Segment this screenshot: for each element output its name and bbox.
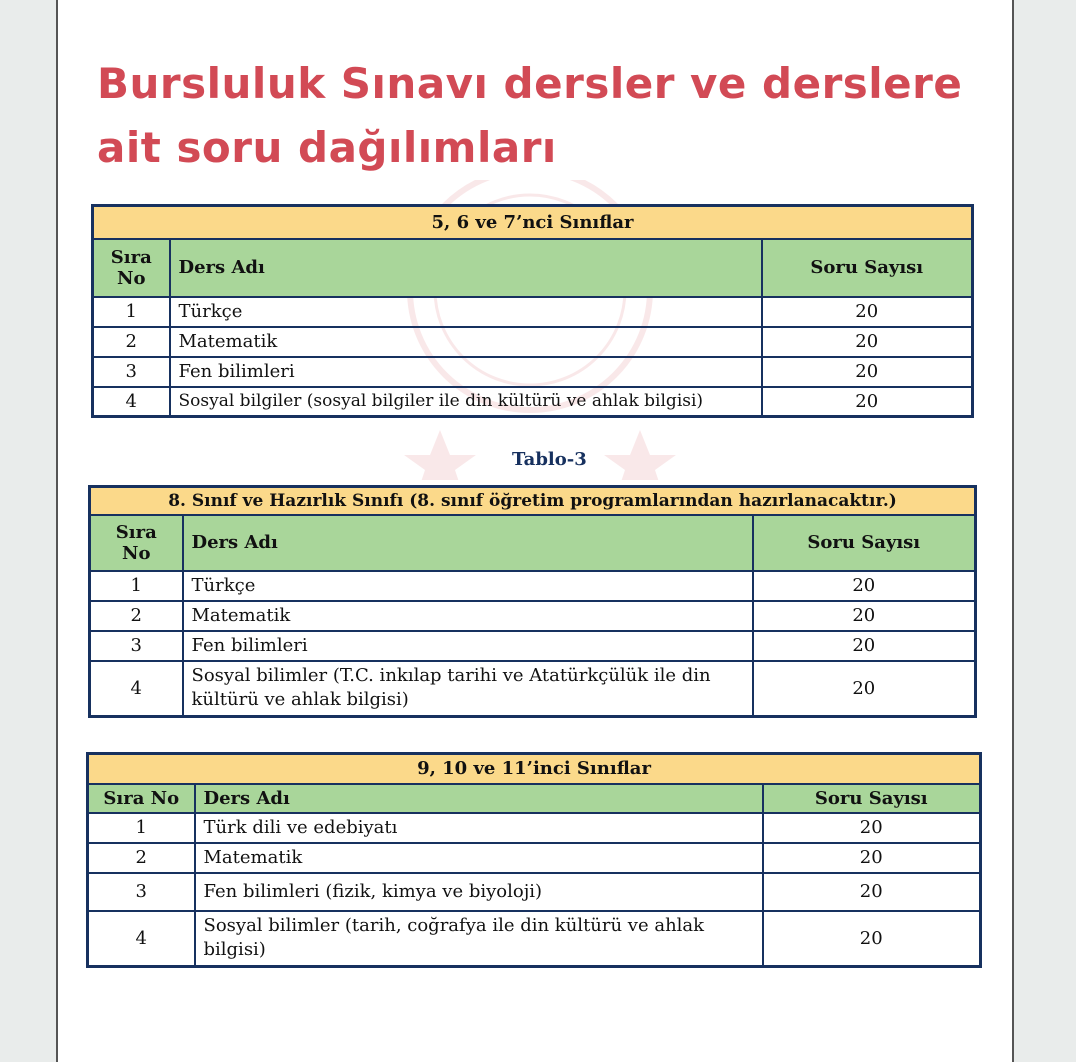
row-no: 2 [88, 843, 195, 873]
row-count: 20 [762, 357, 973, 387]
col-header-name: Ders Adı [195, 784, 763, 813]
row-count: 20 [762, 297, 973, 327]
col-header-count: Soru Sayısı [753, 515, 976, 571]
table-row [90, 631, 976, 661]
row-no: 2 [90, 601, 183, 631]
table-band-label: 8. Sınıf ve Hazırlık Sınıfı (8. sınıf öğretim programlarından hazırlanacaktır.) [90, 487, 976, 515]
row-count: 20 [753, 661, 976, 717]
row-name: Türk dili ve edebiyatı [195, 813, 763, 843]
table-caption: Tablo-3 [512, 449, 587, 470]
table-header-row [93, 239, 973, 297]
table-header-row [88, 784, 981, 813]
row-name: Fen bilimleri [170, 357, 762, 387]
col-header-no: Sıra No [90, 515, 183, 571]
table-band [88, 754, 981, 784]
row-name: Matematik [170, 327, 762, 357]
table-header-row [90, 515, 976, 571]
row-count: 20 [762, 327, 973, 357]
row-count: 20 [763, 873, 981, 911]
row-count: 20 [763, 813, 981, 843]
table-row [90, 601, 976, 631]
table-row [93, 357, 973, 387]
col-header-no: Sıra No [88, 784, 195, 813]
row-name: Sosyal bilimler (T.C. inkılap tarihi ve Atatürkçülük ile din kültürü ve ahlak bilgisi) [183, 661, 753, 717]
table-row [88, 873, 981, 911]
row-no: 1 [88, 813, 195, 843]
row-count: 20 [762, 387, 973, 417]
row-no: 1 [93, 297, 170, 327]
table-grade-8 [88, 485, 977, 718]
table-band [93, 206, 973, 239]
row-no: 1 [90, 571, 183, 601]
table-row [93, 297, 973, 327]
table-band [90, 487, 976, 515]
row-count: 20 [753, 571, 976, 601]
row-name: Fen bilimleri [183, 631, 753, 661]
row-name: Sosyal bilgiler (sosyal bilgiler ile din kültürü ve ahlak bilgisi) [170, 387, 762, 417]
table-row [88, 813, 981, 843]
row-name: Sosyal bilimler (tarih, coğrafya ile din kültürü ve ahlak bilgisi) [195, 911, 763, 967]
row-no: 3 [90, 631, 183, 661]
row-count: 20 [753, 631, 976, 661]
col-header-no: Sıra No [93, 239, 170, 297]
row-no: 3 [93, 357, 170, 387]
row-name: Türkçe [170, 297, 762, 327]
row-no: 4 [93, 387, 170, 417]
row-name: Matematik [195, 843, 763, 873]
col-header-count: Soru Sayısı [763, 784, 981, 813]
table-grades-9-11 [86, 752, 982, 968]
row-count: 20 [763, 843, 981, 873]
table-band-label: 9, 10 ve 11’inci Sınıflar [88, 754, 981, 784]
table-row [88, 843, 981, 873]
row-no: 4 [88, 911, 195, 967]
table-row [90, 571, 976, 601]
row-count: 20 [763, 911, 981, 967]
row-no: 4 [90, 661, 183, 717]
table-grades-5-7 [91, 204, 974, 418]
table-row [93, 327, 973, 357]
table-row [88, 911, 981, 967]
row-name: Türkçe [183, 571, 753, 601]
col-header-name: Ders Adı [183, 515, 753, 571]
col-header-name: Ders Adı [170, 239, 762, 297]
row-no: 2 [93, 327, 170, 357]
page-title: Bursluluk Sınavı dersler ve derslere ait soru dağılımları [97, 59, 963, 172]
col-header-count: Soru Sayısı [762, 239, 973, 297]
row-count: 20 [753, 601, 976, 631]
table-row [93, 387, 973, 417]
row-name: Matematik [183, 601, 753, 631]
table-band-label: 5, 6 ve 7’nci Sınıflar [93, 206, 973, 239]
table-row [90, 661, 976, 717]
row-name: Fen bilimleri (fizik, kimya ve biyoloji) [195, 873, 763, 911]
row-no: 3 [88, 873, 195, 911]
